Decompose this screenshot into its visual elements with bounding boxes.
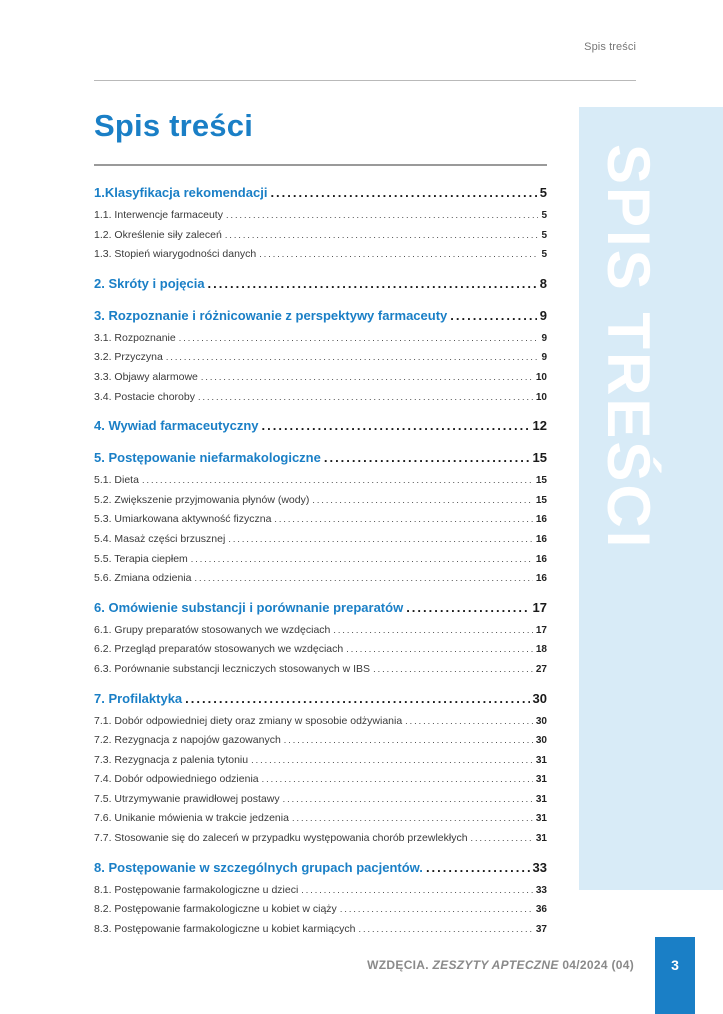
- toc-chapter-page: 17: [532, 599, 547, 615]
- toc-leader-dots: [373, 660, 533, 680]
- toc-subsection-entry[interactable]: [94, 809, 547, 829]
- toc-subsection-title: 3.1. Rozpoznanie: [94, 331, 176, 344]
- toc-leader-dots: [251, 751, 533, 771]
- toc-leader-dots: [274, 510, 532, 530]
- toc-subsection-title: 7.6. Unikanie mówienia w trakcie jedzenia: [94, 812, 289, 825]
- toc-subsection-page: 16: [535, 514, 547, 526]
- toc-chapter-title: 3. Rozpoznanie i różnicowanie z perspektywy farmaceuty: [94, 307, 448, 323]
- toc-subsection-title: 6.3. Porównanie substancji leczniczych stosowanych w IBS: [94, 662, 371, 675]
- toc-subsection-page: 37: [535, 923, 547, 935]
- toc-subsection-entry[interactable]: [94, 731, 547, 751]
- toc-subsection-page: 36: [535, 904, 547, 916]
- toc-section: [94, 686, 547, 849]
- toc-subsection-entry[interactable]: [94, 388, 547, 408]
- toc-subsection-page: 5: [541, 210, 547, 221]
- toc-subsection-page: 33: [535, 884, 547, 896]
- toc-subsection-title: 8.2. Postępowanie farmakologiczne u kobiet w ciąży: [94, 903, 337, 916]
- toc-subsection-entry[interactable]: [94, 621, 547, 641]
- toc-leader-dots: [340, 900, 533, 920]
- toc-subsection-page: 30: [535, 715, 547, 727]
- toc-chapter-page: 33: [532, 859, 547, 875]
- toc-chapter-entry[interactable]: [94, 180, 547, 206]
- table-of-contents: [94, 180, 547, 945]
- toc-leader-dots: [301, 881, 533, 901]
- toc-subsection-entry[interactable]: [94, 900, 547, 920]
- toc-leader-dots: [284, 731, 533, 751]
- toc-section: [94, 180, 547, 265]
- toc-leader-dots: [312, 491, 533, 511]
- toc-subsection-entry[interactable]: [94, 751, 547, 771]
- toc-subsection-page: 31: [535, 793, 547, 805]
- toc-leader-dots: [405, 712, 533, 732]
- toc-subsection-title: 1.1. Interwencje farmaceuty: [94, 209, 223, 221]
- toc-chapter-title: 2. Skróty i pojęcia: [94, 275, 205, 291]
- toc-leader-dots: [198, 388, 533, 408]
- toc-chapter-title: 4. Wywiad farmaceutyczny: [94, 418, 259, 434]
- toc-subsection-entry[interactable]: [94, 569, 547, 589]
- toc-subsection-page: 27: [535, 663, 547, 675]
- toc-leader-dots: [226, 206, 538, 226]
- toc-leader-dots: [185, 686, 529, 712]
- toc-subsection-page: 16: [535, 533, 547, 545]
- toc-leader-dots: [283, 790, 533, 810]
- toc-subsection-title: 7.7. Stosowanie się do zaleceń w przypadku występowania chorób przewlekłych: [94, 832, 468, 845]
- toc-chapter-page: 15: [532, 450, 547, 466]
- toc-chapter-title: 6. Omówienie substancji i porównanie preparatów: [94, 599, 404, 615]
- toc-subsection-title: 7.5. Utrzymywanie prawidłowej postawy: [94, 792, 280, 805]
- footer-prefix: WZDĘCIA.: [367, 958, 433, 972]
- toc-subsection-page: 15: [535, 475, 547, 487]
- toc-subsection-title: 7.1. Dobór odpowiedniej diety oraz zmiany w sposobie odżywiania: [94, 714, 403, 727]
- toc-chapter-entry[interactable]: [94, 445, 547, 471]
- toc-subsection-title: 7.3. Rezygnacja z palenia tytoniu: [94, 753, 249, 766]
- toc-subsection-entry[interactable]: [94, 368, 547, 388]
- toc-leader-dots: [426, 855, 530, 881]
- running-header: Spis treści: [584, 41, 636, 53]
- toc-subsection-entry[interactable]: [94, 226, 547, 246]
- toc-subsection-entry[interactable]: [94, 530, 547, 550]
- toc-leader-dots: [201, 368, 533, 388]
- toc-chapter-entry[interactable]: [94, 303, 547, 329]
- toc-chapter-entry[interactable]: [94, 855, 547, 881]
- toc-chapter-entry[interactable]: [94, 686, 547, 712]
- toc-subsection-entry[interactable]: [94, 471, 547, 491]
- toc-chapter-page: 8: [539, 275, 547, 291]
- toc-section: [94, 303, 547, 407]
- toc-subsection-title: 3.2. Przyczyna: [94, 351, 163, 364]
- toc-section: [94, 445, 547, 589]
- toc-leader-dots: [208, 271, 537, 297]
- toc-subsection-title: 5.5. Terapia ciepłem: [94, 552, 188, 565]
- toc-leader-dots: [450, 303, 536, 329]
- toc-leader-dots: [191, 550, 533, 570]
- toc-chapter-title: 7. Profilaktyka: [94, 690, 183, 706]
- toc-subsection-entry[interactable]: [94, 660, 547, 680]
- toc-subsection-entry[interactable]: [94, 712, 547, 732]
- toc-leader-dots: [194, 569, 532, 589]
- toc-subsection-page: 9: [541, 352, 547, 364]
- toc-leader-dots: [225, 226, 539, 246]
- toc-chapter-title: 1.Klasyfikacja rekomendacji: [94, 185, 268, 200]
- toc-subsection-entry[interactable]: [94, 245, 547, 265]
- toc-subsection-entry[interactable]: [94, 348, 547, 368]
- toc-subsection-title: 3.3. Objawy alarmowe: [94, 370, 198, 383]
- toc-subsection-entry[interactable]: [94, 881, 547, 901]
- toc-subsection-title: 7.4. Dobór odpowiedniego odzienia: [94, 773, 259, 786]
- toc-subsection-title: 1.3. Stopień wiarygodności danych: [94, 248, 257, 261]
- toc-subsection-title: 5.1. Dieta: [94, 474, 139, 487]
- toc-subsection-page: 17: [535, 624, 547, 636]
- toc-subsection-title: 8.3. Postępowanie farmakologiczne u kobiet karmiących: [94, 922, 356, 935]
- toc-subsection-page: 16: [535, 553, 547, 565]
- toc-subsection-page: 5: [541, 249, 547, 261]
- toc-chapter-entry[interactable]: [94, 271, 547, 297]
- toc-subsection-page: 31: [535, 754, 547, 766]
- toc-subsection-page: 18: [535, 644, 547, 656]
- toc-subsection-entry[interactable]: [94, 640, 547, 660]
- toc-chapter-entry[interactable]: [94, 413, 547, 439]
- toc-subsection-entry[interactable]: [94, 770, 547, 790]
- toc-subsection-title: 3.4. Postacie choroby: [94, 390, 195, 403]
- toc-subsection-title: 5.4. Masaż części brzusznej: [94, 532, 226, 545]
- toc-subsection-title: 8.1. Postępowanie farmakologiczne u dzieci: [94, 883, 299, 896]
- toc-leader-dots: [358, 920, 532, 940]
- header-divider: [94, 80, 636, 81]
- toc-subsection-entry[interactable]: [94, 491, 547, 511]
- footer-journal: ZESZYTY APTECZNE: [432, 958, 559, 972]
- toc-leader-dots: [262, 413, 530, 439]
- toc-chapter-page: 30: [532, 690, 547, 706]
- toc-leader-dots: [406, 595, 529, 621]
- toc-subsection-page: 10: [535, 371, 547, 383]
- toc-subsection-entry[interactable]: [94, 329, 547, 349]
- toc-leader-dots: [228, 530, 533, 550]
- toc-subsection-page: 10: [535, 391, 547, 403]
- toc-leader-dots: [179, 329, 539, 349]
- toc-subsection-page: 9: [541, 332, 547, 344]
- toc-subsection-entry[interactable]: [94, 510, 547, 530]
- toc-subsection-title: 1.2. Określenie siły zaleceń: [94, 228, 222, 241]
- toc-subsection-title: 7.2. Rezygnacja z napojów gazowanych: [94, 734, 281, 747]
- toc-section: [94, 413, 547, 439]
- toc-subsection-page: 31: [535, 813, 547, 825]
- toc-leader-dots: [142, 471, 533, 491]
- toc-leader-dots: [292, 809, 533, 829]
- toc-subsection-entry[interactable]: [94, 920, 547, 940]
- toc-subsection-page: 15: [535, 494, 547, 506]
- toc-leader-dots: [259, 245, 538, 265]
- toc-subsection-entry[interactable]: [94, 550, 547, 570]
- toc-leader-dots: [324, 445, 530, 471]
- toc-subsection-title: 6.2. Przegląd preparatów stosowanych we wzdęciach: [94, 643, 344, 656]
- toc-chapter-page: 9: [539, 307, 547, 323]
- footer-issue: 04/2024 (04): [558, 958, 634, 972]
- toc-leader-dots: [346, 640, 533, 660]
- toc-subsection-page: 5: [541, 229, 547, 241]
- title-divider: [94, 164, 547, 166]
- toc-subsection-page: 31: [535, 833, 547, 845]
- toc-leader-dots: [262, 770, 533, 790]
- toc-subsection-page: 30: [535, 735, 547, 747]
- toc-leader-dots: [270, 180, 536, 206]
- toc-subsection-entry[interactable]: [94, 206, 547, 226]
- toc-section: [94, 271, 547, 297]
- toc-subsection-page: 31: [535, 774, 547, 786]
- toc-chapter-page: 5: [539, 185, 547, 200]
- footer-publication: [367, 958, 634, 972]
- toc-subsection-entry[interactable]: [94, 829, 547, 849]
- toc-chapter-title: 5. Postępowanie niefarmakologiczne: [94, 450, 321, 466]
- toc-subsection-entry[interactable]: [94, 790, 547, 810]
- toc-leader-dots: [333, 621, 533, 641]
- page-number: 3: [671, 957, 679, 973]
- toc-chapter-page: 12: [532, 418, 547, 434]
- toc-leader-dots: [471, 829, 533, 849]
- toc-subsection-title: 5.6. Zmiana odzienia: [94, 572, 192, 585]
- page-title: Spis treści: [94, 108, 254, 143]
- toc-subsection-page: 16: [535, 573, 547, 585]
- toc-subsection-title: 5.3. Umiarkowana aktywność fizyczna: [94, 513, 272, 526]
- toc-section: [94, 595, 547, 680]
- toc-chapter-entry[interactable]: [94, 595, 547, 621]
- toc-chapter-title: 8. Postępowanie w szczególnych grupach pacjentów.: [94, 859, 423, 875]
- toc-subsection-title: 5.2. Zwiększenie przyjmowania płynów (wody): [94, 493, 310, 506]
- toc-subsection-title: 6.1. Grupy preparatów stosowanych we wzdęciach: [94, 623, 331, 636]
- toc-leader-dots: [166, 348, 539, 368]
- side-label: SPIS TREŚCI: [595, 144, 662, 551]
- toc-section: [94, 855, 547, 940]
- page-number-box: [655, 937, 695, 1014]
